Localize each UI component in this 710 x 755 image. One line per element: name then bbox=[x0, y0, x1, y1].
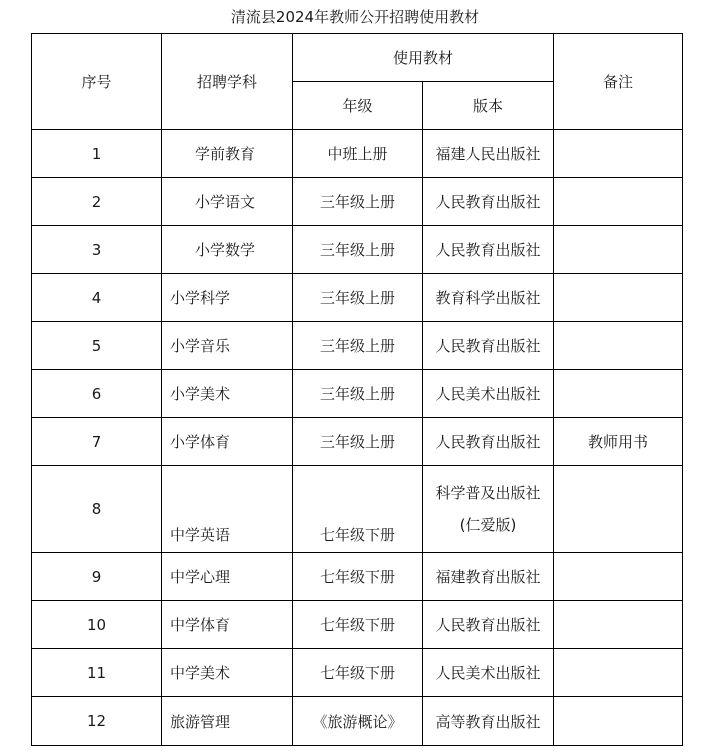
row-grade: 三年级上册 bbox=[293, 322, 423, 370]
row-grade: 七年级下册 bbox=[293, 649, 423, 697]
row-grade: 三年级上册 bbox=[293, 178, 423, 226]
table-row bbox=[32, 697, 683, 746]
header-subject: 招聘学科 bbox=[162, 34, 293, 130]
row-subject: 中学英语 bbox=[162, 466, 293, 553]
table-row bbox=[32, 226, 683, 274]
row-subject: 学前教育 bbox=[162, 130, 293, 178]
row-edition: 教育科学出版社 bbox=[423, 274, 554, 322]
row-no: 10 bbox=[32, 601, 162, 649]
table-row bbox=[32, 418, 683, 466]
row-edition: 高等教育出版社 bbox=[423, 697, 554, 746]
row-subject: 小学美术 bbox=[162, 370, 293, 418]
row-no: 9 bbox=[32, 553, 162, 601]
row-edition-line2: (仁爱版) bbox=[459, 516, 517, 534]
row-edition: 福建教育出版社 bbox=[423, 553, 554, 601]
table-row bbox=[32, 466, 683, 553]
row-no: 12 bbox=[32, 697, 162, 746]
header-index: 序号 bbox=[32, 34, 162, 130]
row-remark bbox=[554, 601, 683, 649]
row-no: 7 bbox=[32, 418, 162, 466]
row-no: 4 bbox=[32, 274, 162, 322]
row-edition: 人民美术出版社 bbox=[423, 370, 554, 418]
row-remark bbox=[554, 466, 683, 553]
row-grade: 七年级下册 bbox=[293, 601, 423, 649]
header-row-top bbox=[32, 34, 683, 82]
table-row bbox=[32, 601, 683, 649]
row-remark bbox=[554, 226, 683, 274]
row-edition: 人民教育出版社 bbox=[423, 418, 554, 466]
header-remarks: 备注 bbox=[554, 34, 683, 130]
page-title: 清流县2024年教师公开招聘使用教材 bbox=[230, 8, 480, 26]
row-remark bbox=[554, 130, 683, 178]
row-grade: 七年级下册 bbox=[293, 466, 423, 553]
table-row bbox=[32, 649, 683, 697]
row-subject: 旅游管理 bbox=[162, 697, 293, 746]
row-edition: 人民教育出版社 bbox=[423, 178, 554, 226]
table-row bbox=[32, 553, 683, 601]
row-remark bbox=[554, 370, 683, 418]
header-textbook-group: 使用教材 bbox=[293, 34, 554, 82]
row-grade: 三年级上册 bbox=[293, 418, 423, 466]
row-grade: 三年级上册 bbox=[293, 370, 423, 418]
table-row bbox=[32, 130, 683, 178]
row-no: 2 bbox=[32, 178, 162, 226]
row-no: 6 bbox=[32, 370, 162, 418]
row-no: 5 bbox=[32, 322, 162, 370]
textbook-table bbox=[31, 33, 683, 746]
table-row bbox=[32, 178, 683, 226]
row-edition: 人民教育出版社 bbox=[423, 226, 554, 274]
row-subject: 小学语文 bbox=[162, 178, 293, 226]
row-grade: 三年级上册 bbox=[293, 274, 423, 322]
table-row bbox=[32, 370, 683, 418]
row-no: 1 bbox=[32, 130, 162, 178]
table-row bbox=[32, 274, 683, 322]
row-remark bbox=[554, 322, 683, 370]
row-edition-line1: 科学普及出版社 bbox=[435, 484, 541, 502]
row-edition: 人民教育出版社 bbox=[423, 322, 554, 370]
table-row bbox=[32, 322, 683, 370]
row-subject: 中学心理 bbox=[162, 553, 293, 601]
row-edition bbox=[423, 466, 554, 553]
row-remark bbox=[554, 697, 683, 746]
row-grade: 七年级下册 bbox=[293, 553, 423, 601]
header-edition: 版本 bbox=[423, 82, 554, 130]
row-no: 8 bbox=[32, 466, 162, 553]
row-edition: 人民美术出版社 bbox=[423, 649, 554, 697]
row-edition: 人民教育出版社 bbox=[423, 601, 554, 649]
row-grade: 三年级上册 bbox=[293, 226, 423, 274]
header-grade: 年级 bbox=[293, 82, 423, 130]
row-subject: 中学美术 bbox=[162, 649, 293, 697]
row-subject: 中学体育 bbox=[162, 601, 293, 649]
row-remark bbox=[554, 178, 683, 226]
row-remark: 教师用书 bbox=[554, 418, 683, 466]
row-remark bbox=[554, 274, 683, 322]
row-subject: 小学体育 bbox=[162, 418, 293, 466]
row-subject: 小学音乐 bbox=[162, 322, 293, 370]
row-no: 3 bbox=[32, 226, 162, 274]
row-remark bbox=[554, 649, 683, 697]
row-grade: 中班上册 bbox=[293, 130, 423, 178]
row-no: 11 bbox=[32, 649, 162, 697]
row-subject: 小学科学 bbox=[162, 274, 293, 322]
row-edition: 福建人民出版社 bbox=[423, 130, 554, 178]
row-remark bbox=[554, 553, 683, 601]
row-subject: 小学数学 bbox=[162, 226, 293, 274]
row-grade: 《旅游概论》 bbox=[293, 697, 423, 746]
